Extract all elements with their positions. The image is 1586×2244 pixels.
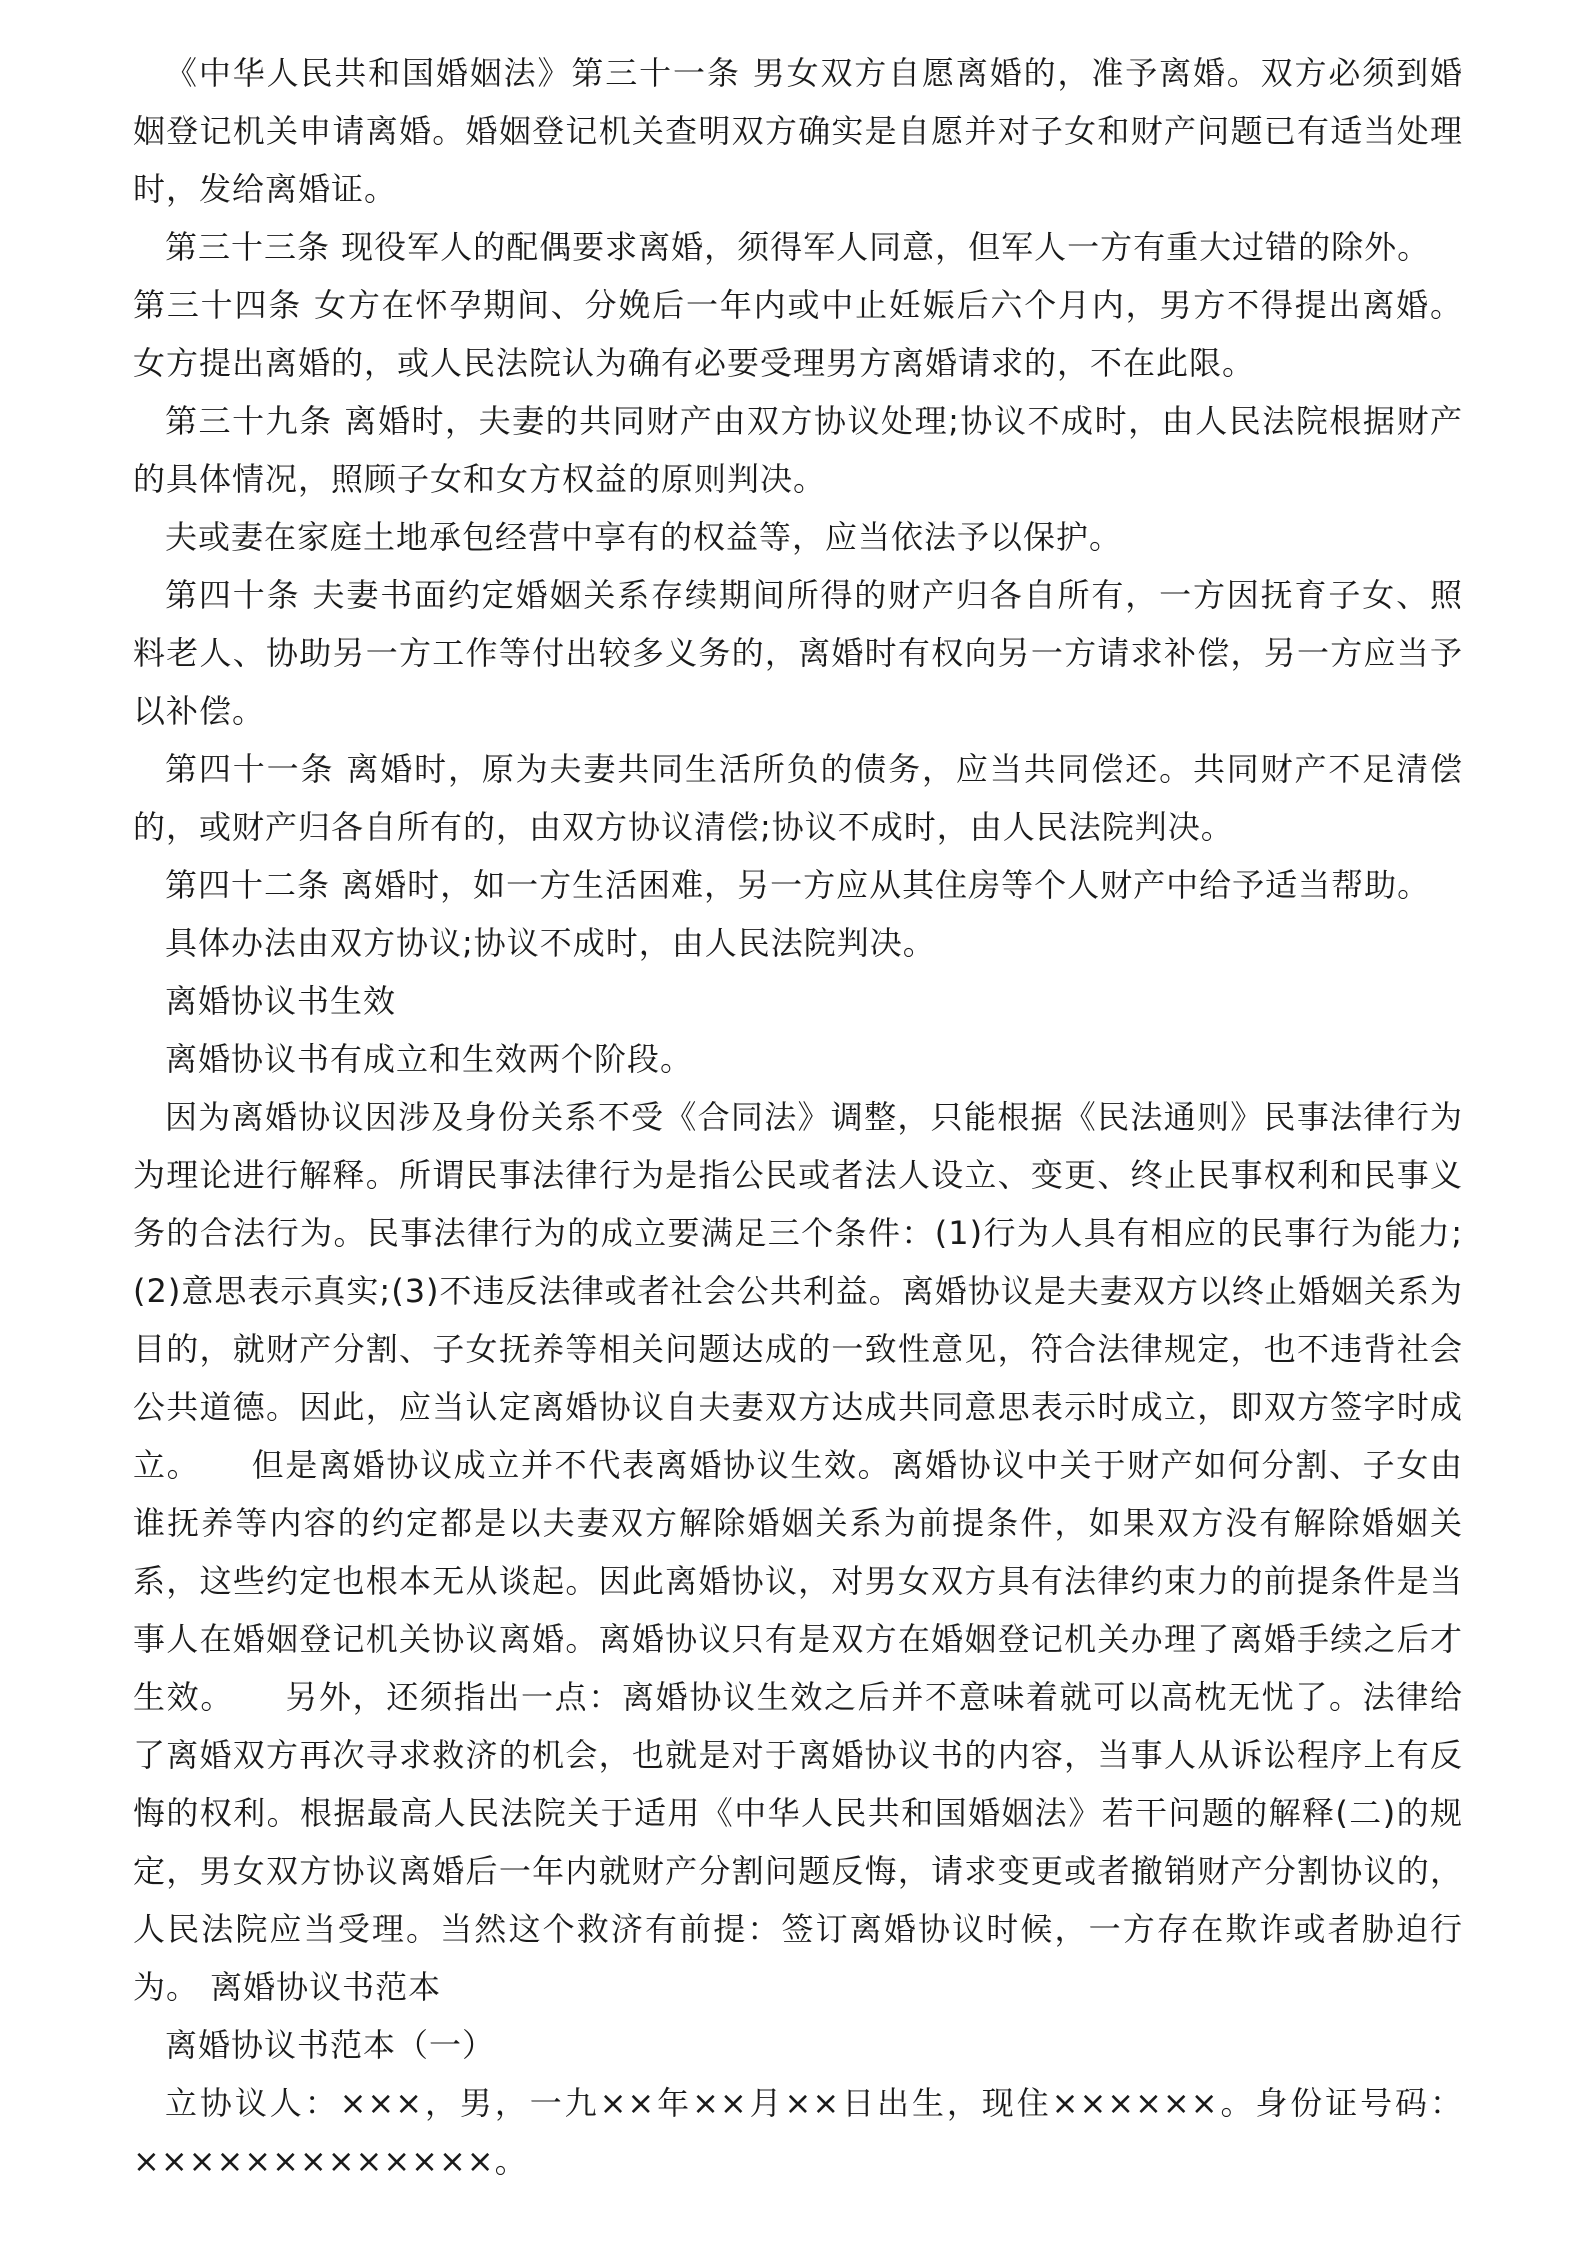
paragraph-party-info: 立协议人：×××，男，一九××年××月××日出生，现住××××××。身份证号码：×××××××××××××。 (133, 2084, 1463, 2180)
paragraph-article-42: 第四十二条 离婚时，如一方生活困难，另一方应从其住房等个人财产中给予适当帮助。 (165, 866, 1431, 904)
section-heading-sample-one: 离婚协议书范本（一） (165, 2026, 496, 2064)
paragraph-article-33: 第三十三条 现役军人的配偶要求离婚，须得军人同意，但军人一方有重大过错的除外。 (165, 228, 1431, 266)
section-heading-effectiveness: 离婚协议书生效 (165, 982, 397, 1020)
paragraph-specific-method: 具体办法由双方协议;协议不成时，由人民法院判决。 (165, 924, 936, 962)
paragraph-article-40: 第四十条 夫妻书面约定婚姻关系存续期间所得的财产归各自所有，一方因抚育子女、照料老人、协助另一方工作等付出较多义务的，离婚时有权向另一方请求补偿，另一方应当予以补偿。 (133, 576, 1463, 730)
paragraph-article-39: 第三十九条 离婚时，夫妻的共同财产由双方协议处理;协议不成时，由人民法院根据财产的具体情况，照顾子女和女方权益的原则判决。 (133, 402, 1463, 498)
paragraph-legal-explanation: 因为离婚协议因涉及身份关系不受《合同法》调整，只能根据《民法通则》民事法律行为为理论进行解释。所谓民事法律行为是指公民或者法人设立、变更、终止民事权利和民事义务的合法行为。民事法律行为的成立要满足三个条件：(1)行为人具有相应的民事行为能力;(2)意思表示真实;(3)不违反法律或者社会公共利益。离婚协议是夫妻双方以终止婚姻关系为目的，就财产分割、子女抚养等相关问题达成的一致性意见，符合法律规定，也不违背社会公共道德。因此，应当认定离婚协议自夫妻双方达成共同意思表示时成立，即双方签字时成立。 但是离婚协议成立并不代表离婚协议生效。离婚协议中关于财产如何分割、子女由谁抚养等内容的约定都是以夫妻双方解除婚姻关系为前提条件，如果双方没有解除婚姻关系，这些约定也根本无从谈起。因此离婚协议，对男女双方具有法律约束力的前提条件是当事人在婚姻登记机关协议离婚。离婚协议只有是双方在婚姻登记机关办理了离婚手续之后才生效。 另外，还须指出一点：离婚协议生效之后并不意味着就可以高枕无忧了。法律给了离婚双方再次寻求救济的机会，也就是对于离婚协议书的内容，当事人从诉讼程序上有反悔的权利。根据最高人民法院关于适用《中华人民共和国婚姻法》若干问题的解释(二)的规定，男女双方协议离婚后一年内就财产分割问题反悔，请求变更或者撤销财产分割协议的，人民法院应当受理。当然这个救济有前提：签订离婚协议时候，一方存在欺诈或者胁迫行为。 离婚协议书范本 (133, 1098, 1463, 2006)
document-body (133, 44, 1463, 2190)
paragraph-two-stages: 离婚协议书有成立和生效两个阶段。 (165, 1040, 694, 1078)
paragraph-article-31: 《中华人民共和国婚姻法》第三十一条 男女双方自愿离婚的，准予离婚。双方必须到婚姻登记机关申请离婚。婚姻登记机关查明双方确实是自愿并对子女和财产问题已有适当处理时，发给离婚证。 (133, 54, 1463, 208)
paragraph-land-rights: 夫或妻在家庭土地承包经营中享有的权益等，应当依法予以保护。 (165, 518, 1123, 556)
paragraph-article-41: 第四十一条 离婚时，原为夫妻共同生活所负的债务，应当共同偿还。共同财产不足清偿的，或财产归各自所有的，由双方协议清偿;协议不成时，由人民法院判决。 (133, 750, 1463, 846)
paragraph-article-34: 第三十四条 女方在怀孕期间、分娩后一年内或中止妊娠后六个月内，男方不得提出离婚。女方提出离婚的，或人民法院认为确有必要受理男方离婚请求的，不在此限。 (133, 286, 1463, 382)
